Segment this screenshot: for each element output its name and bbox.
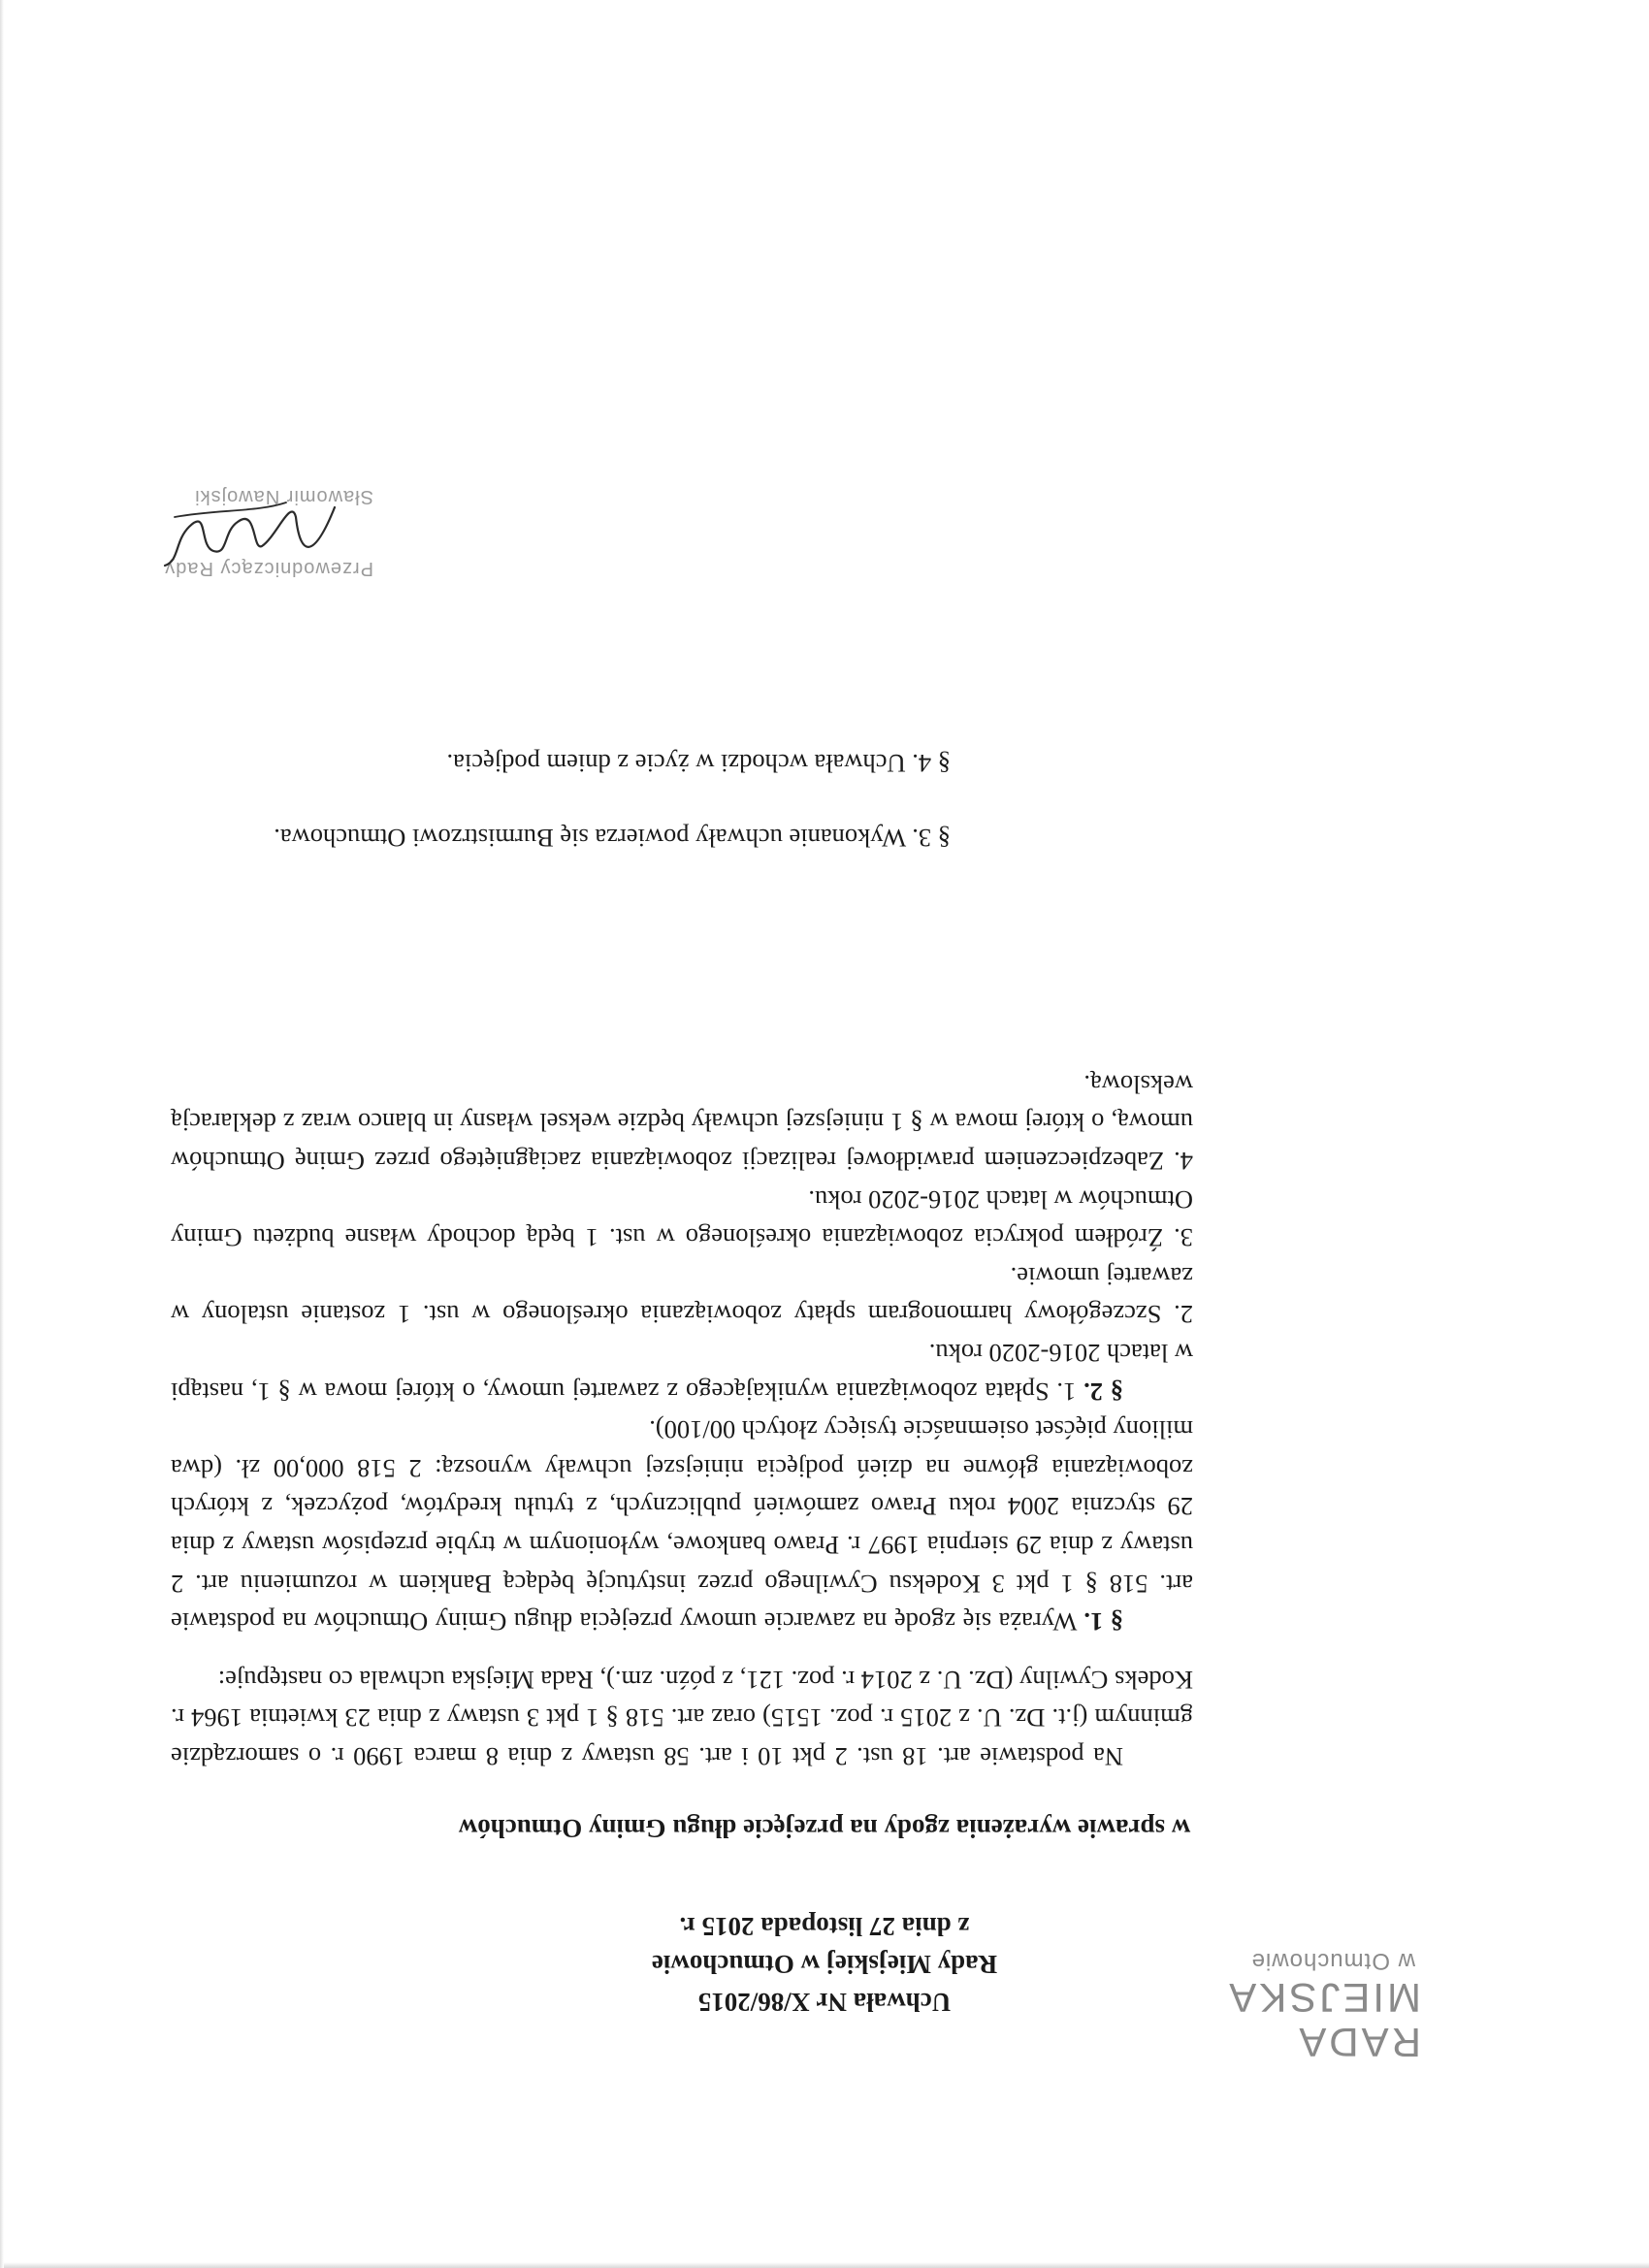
resolution-date: z dnia 27 listopada 2015 r.	[679, 1912, 970, 1941]
section-3: § 3. Wykonanie uchwały powierza się Burmistrzowi Otmuchowa.	[274, 824, 951, 853]
resolution-subject: w sprawie wyrażenia zgody na przejęcie długu Gminy Otmuchów	[458, 1814, 1191, 1843]
section-1-mark: § 1.	[1083, 1607, 1123, 1637]
section-4: § 4. Uchwała wchodzi w życie z dniem podjęcia.	[446, 749, 951, 778]
section-1-text: Wyraża się zgodę na zawarcie umowy przejęcia długu Gminy Otmuchów na podstawie art. 518 § 1 pkt 3 Kodeksu Cywilnego przez instytucję będącą Bankiem w rozumieniu art. 2 ustawy z dnia 29 sierpnia 1997 r. Prawo bankowe, wyłonionym w trybie przepisów ustawy z dnia 29 stycznia 2004 roku Prawo zamówień publicznych, z tytułu kredytów, pożyczek, z których zobowiązania główne na dzień podjęcia niniejszej uchwały wynoszą: 2 518 000,00 zł. (dwa miliony pięćset osiemnaście tysięcy złotych 00/100).	[171, 1415, 1193, 1637]
stamp-line-1: RADA MIEJSKA	[1226, 1975, 1421, 2065]
section-2-mark: § 2.	[1083, 1377, 1123, 1407]
intro-paragraph: Na podstawie art. 18 ust. 2 pkt 10 i art. 58 ustawy z dnia 8 marca 1990 r. o samorządzie gminnym (j.t. Dz. U. z 2015 r. poz. 1515) oraz art. 518 § 1 pkt 3 ustawy z dnia 23 kwietnia 1964 r. Kodeks Cywilny (Dz. U. z 2014 r. poz. 121, z późn. zm.), Rada Miejska uchwala co następuje:	[171, 1665, 1193, 1771]
chairman-signature-block	[112, 459, 383, 585]
resolution-issuer: Rady Miejskiej w Otmuchowie	[651, 1950, 998, 1979]
section-2-point-3: 3. Źródłem pokrycia zobowiązania określonego w ust. 1 będą dochody własne budżetu Gminy Otmuchów w latach 2016-2020 roku.	[171, 1184, 1193, 1253]
signature-stamp-name: Sławomir Nawojski	[194, 486, 373, 507]
resolution-body	[171, 1064, 1193, 1775]
scan-edge	[0, 2262, 1649, 2268]
signature-stamp-title: Przewodniczący Rady	[164, 558, 373, 579]
section-2-point-1	[171, 1333, 1193, 1409]
section-2-point-2: 2. Szczegółowy harmonogram spłaty zobowiązania określonego w ust. 1 zostanie ustalony w zawartej umowie.	[171, 1261, 1193, 1330]
resolution-title: Uchwała Nr X/86/2015	[697, 1988, 952, 2017]
section-2-point-4: 4. Zabezpieczeniem prawidłowej realizacji zobowiązania zaciągniętego przez Gminę Otmuchów umową, o której mowa w § 1 niniejszej uchwały będzie weksel własny in blanco wraz z deklaracją wekslową.	[171, 1069, 1193, 1177]
stamp-line-2: w Otmuchowie	[1250, 1948, 1415, 1974]
resolution-header	[0, 1809, 1649, 2021]
section-2-point-1-text: 1. Spłata zobowiązania wynikającego z zawartej umowy, o której mowa w § 1, nastąpi w latach 2016-2020 roku.	[170, 1339, 1193, 1407]
section-1	[171, 1410, 1193, 1641]
